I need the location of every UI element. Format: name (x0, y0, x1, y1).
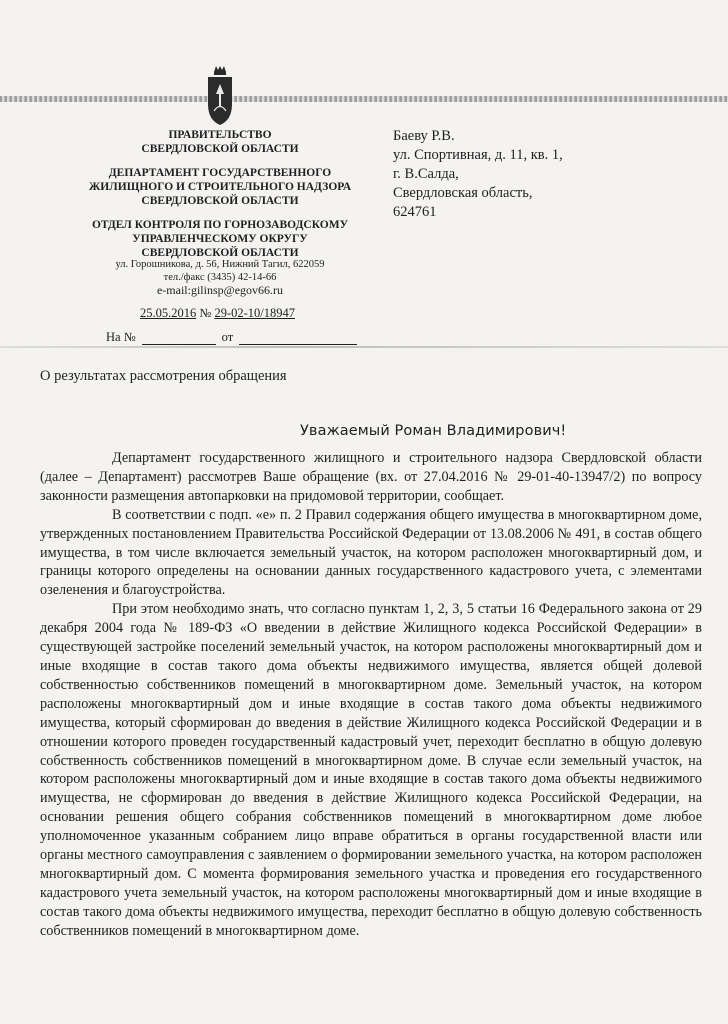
reference-line (106, 330, 357, 345)
reference-from: от (221, 330, 234, 344)
letter-subject: О результатах рассмотрения обращения (40, 368, 287, 384)
sender-phone: тел./факс (3435) 42-14-66 (163, 272, 277, 283)
number-sign: № (199, 306, 212, 320)
org-line: ЖИЛИЩНОГО И СТРОИТЕЛЬНОГО НАДЗОРА (88, 181, 352, 193)
fold-line (0, 346, 728, 348)
org-line: СВЕРДЛОВСКОЙ ОБЛАСТИ (141, 195, 299, 207)
body-paragraph: Департамент государственного жилищного и строительного надзора Свердловской области (далее – Департамент) рассмотрев Ваше обращение (вх. от 27.04.2016 № 29-01-40-13947/2) по вопросу законности размещения автопарковки на придомовой территории, сообщает. (40, 450, 702, 504)
sender-contacts (60, 258, 380, 297)
scan-artifact-band (0, 96, 728, 102)
org-line: УПРАВЛЕНЧЕСКОМУ ОКРУГУ (132, 233, 308, 245)
recipient-line: г. В.Салда, (393, 166, 459, 182)
recipient-line: Свердловская область, (393, 185, 533, 201)
coat-of-arms-icon (205, 64, 235, 128)
reference-date-blank (239, 332, 357, 345)
recipient-line: 624761 (393, 204, 437, 220)
org-line: ПРАВИТЕЛЬСТВО (168, 129, 272, 141)
reference-number-blank (142, 332, 216, 345)
letter-body (40, 449, 702, 941)
sender-address: ул. Горошникова, д. 56, Нижний Тагил, 622059 (115, 259, 325, 270)
sender-email: e-mail:gilinsp@egov66.ru (156, 283, 284, 297)
greeting: Уважаемый Роман Владимирович! (300, 423, 567, 439)
reference-prefix: На № (106, 330, 136, 344)
body-paragraph: При этом необходимо знать, что согласно пунктам 1, 2, 3, 5 статьи 16 Федерального закона от 29 декабря 2004 года № 189-ФЗ «О введении в действие Жилищного кодекса Российской Федерации» в существующей застройке поселений земельный участок, на котором расположены многоквартирный дом и иные входящие в состав такого дома объекты недвижимого имущества, является общей долевой собственностью собственников помещений в многоквартирном доме. Земельный участок, на котором расположены многоквартирный дом и иные входящие в состав такого дома объекты недвижимого имущества, который сформирован до введения в действие Жилищного кодекса Российской Федерации и в отношении которого проведен государственный кадастровый учет, переходит бесплатно в общую долевую собственность собственников помещений в многоквартирном доме. В случае если земельный участок, на котором расположены многоквартирный дом и иные входящие в состав такого дома объекты недвижимого имущества, не сформирован до введения в действие Жилищного кодекса Российской Федерации, на основании решения общего собрания собственников помещений в многоквартирном доме любое уполномоченное указанным собранием лицо вправе обратиться в органы государственной власти или органы местного самоуправления с заявлением о формировании земельного участка, на котором расположен многоквартирный дом. С момента формирования земельного участка и проведения его государственного кадастрового учета земельный участок, на котором расположены многоквартирный дом и иные входящие в состав такого дома объекты недвижимого имущества, переходит бесплатно в общую долевую собственность собственников помещений в многоквартирном доме. (40, 601, 702, 939)
registration-line (140, 306, 295, 321)
org-line: ДЕПАРТАМЕНТ ГОСУДАРСТВЕННОГО (108, 167, 332, 179)
body-paragraph: В соответствии с подп. «е» п. 2 Правил содержания общего имущества в многоквартирном доме, утвержденных постановлением Правительства Российской Федерации от 13.08.2006 № 491, в состав общего имущества, в том числе включается земельный участок, на котором расположен многоквартирный дом, и границы которого определены на основании данных государственного кадастрового учета, с элементами озеленения и благоустройства. (40, 506, 702, 599)
org-line: СВЕРДЛОВСКОЙ ОБЛАСТИ (141, 143, 299, 155)
registration-number: 29-02-10/18947 (214, 306, 295, 320)
recipient-address (393, 127, 563, 222)
org-line: СВЕРДЛОВСКОЙ ОБЛАСТИ (141, 247, 299, 259)
recipient-line: ул. Спортивная, д. 11, кв. 1, (393, 147, 563, 163)
registration-date: 25.05.2016 (140, 306, 197, 320)
sender-organization (60, 128, 380, 260)
org-line: ОТДЕЛ КОНТРОЛЯ ПО ГОРНОЗАВОДСКОМУ (91, 219, 349, 231)
recipient-line: Баеву Р.В. (393, 128, 455, 144)
